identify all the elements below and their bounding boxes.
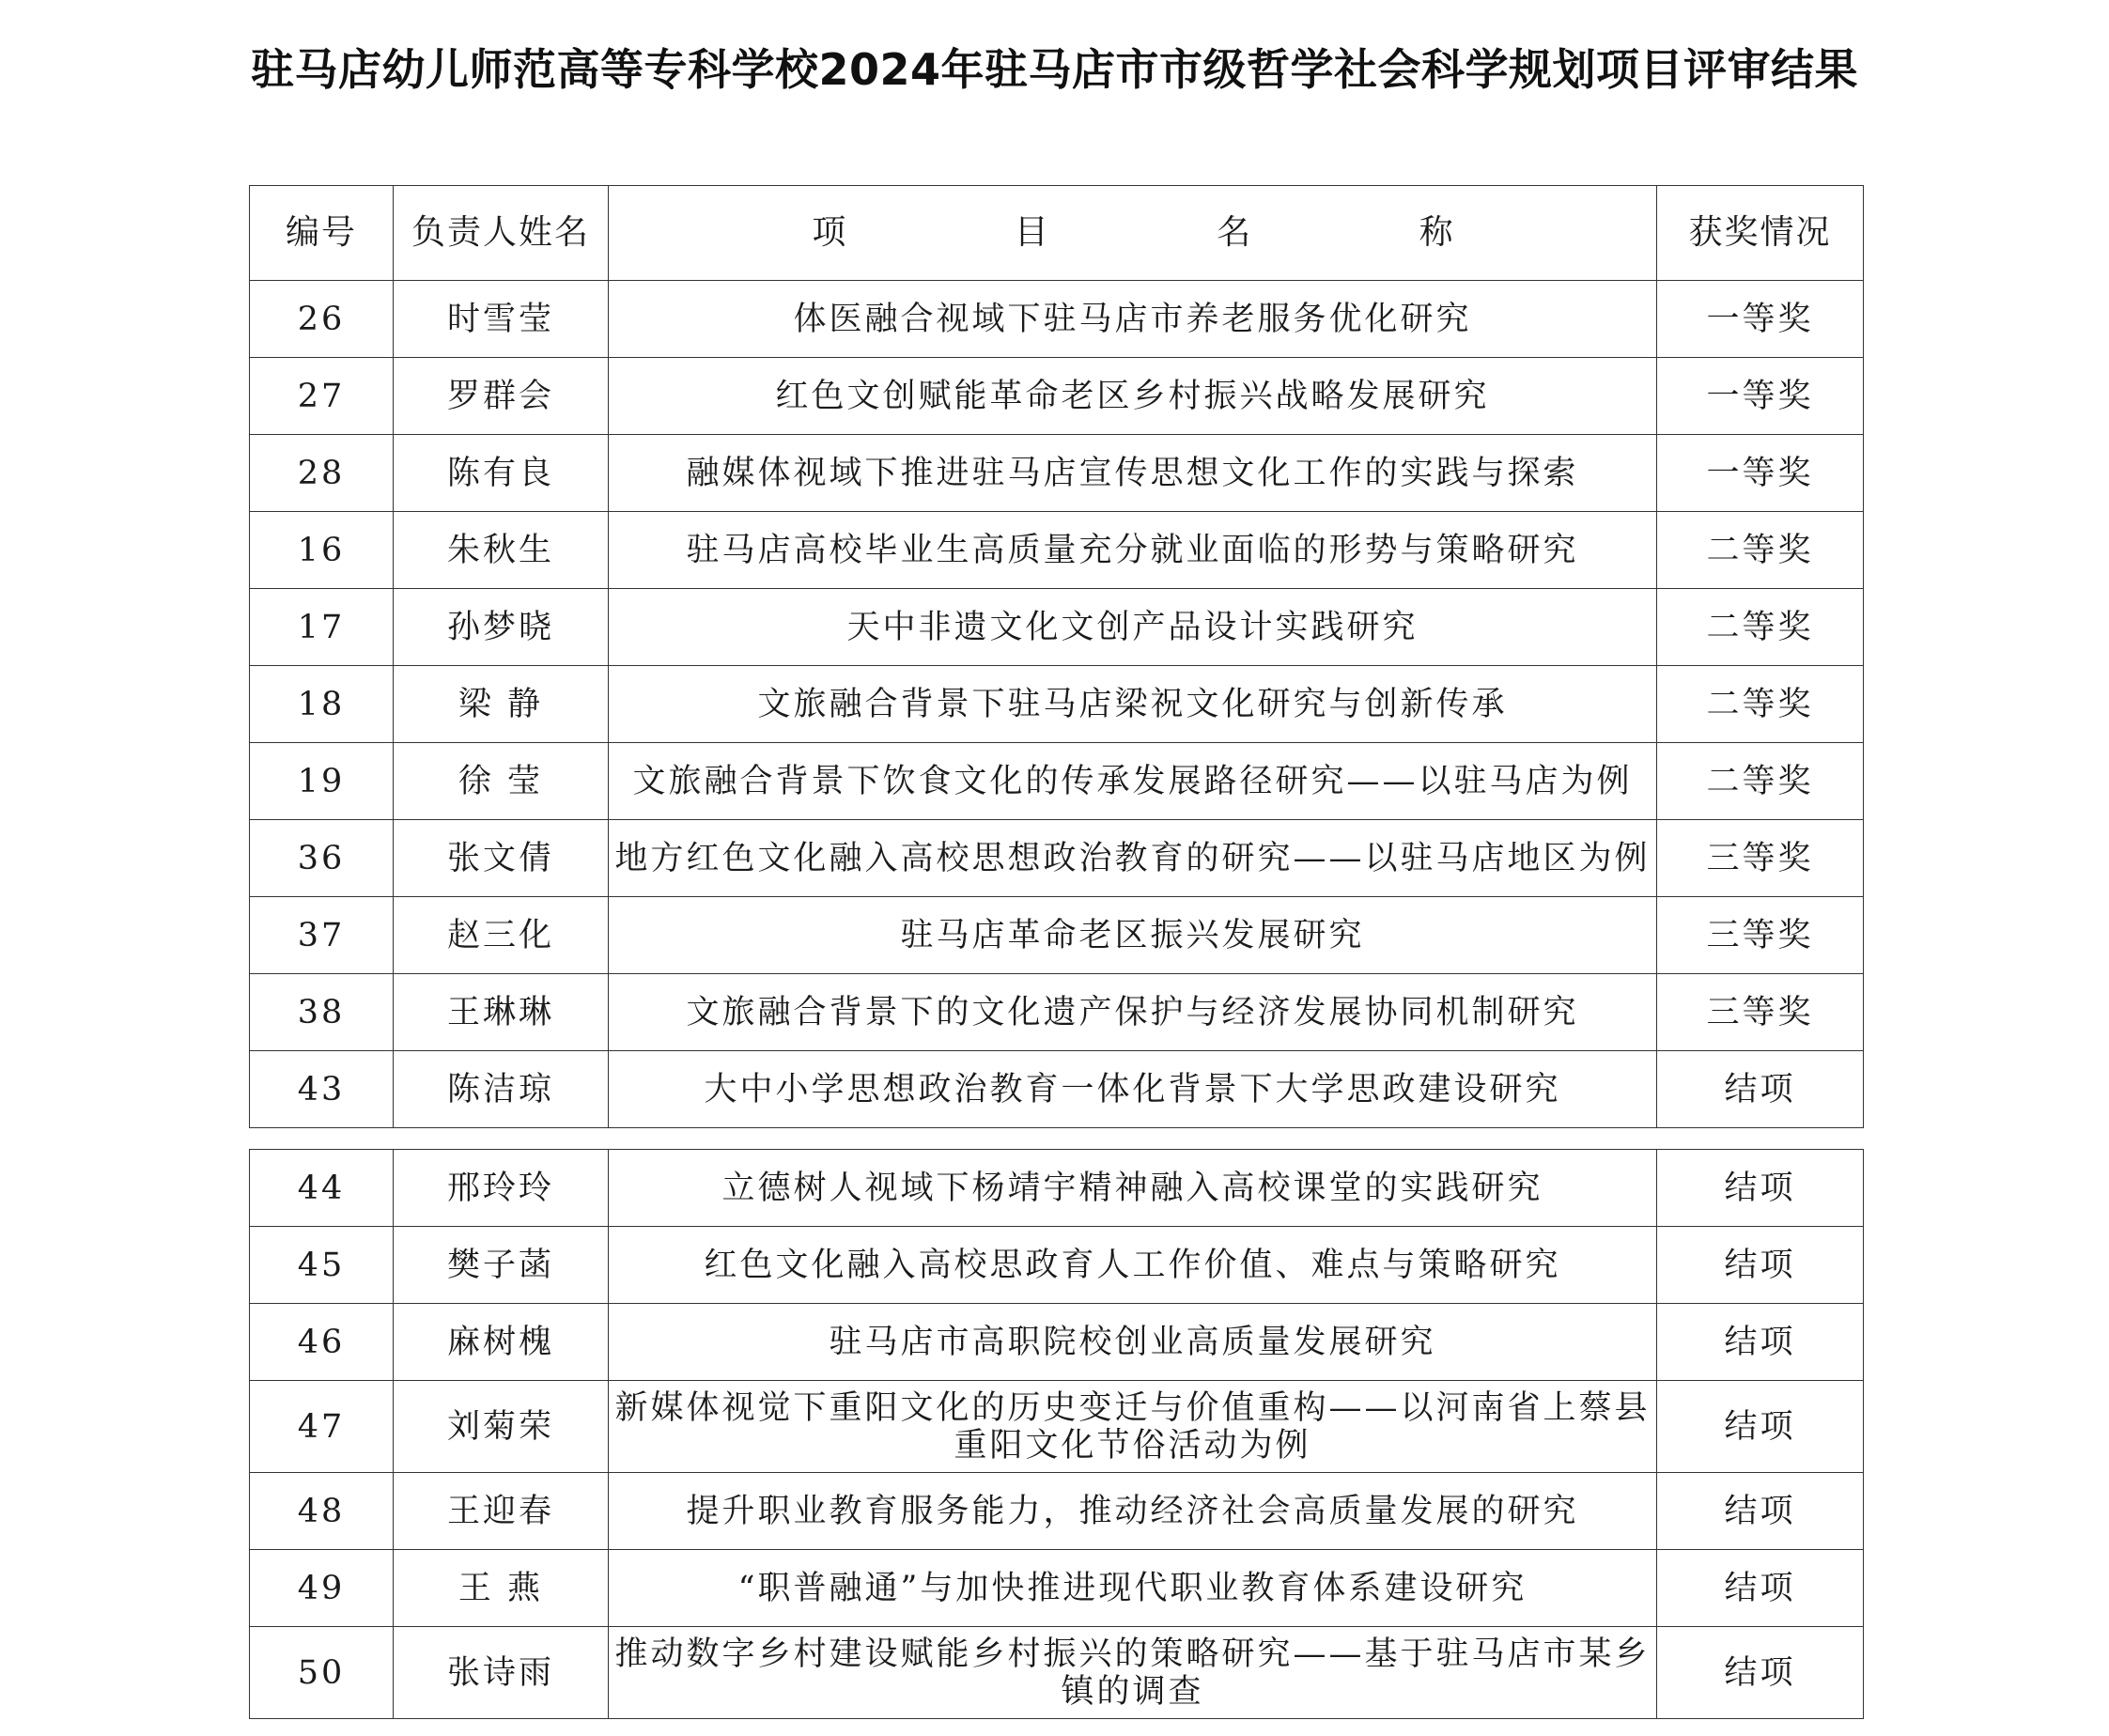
cell-award: 结项 [1657, 1227, 1864, 1304]
cell-project: 推动数字乡村建设赋能乡村振兴的策略研究——基于驻马店市某乡镇的调查 [609, 1627, 1657, 1719]
results-table-part-1 [249, 185, 1864, 1128]
header-project-label: 项 目 名 称 [812, 213, 1532, 252]
cell-name: 邢玲玲 [394, 1150, 609, 1227]
cell-project: 大中小学思想政治教育一体化背景下大学思政建设研究 [609, 1051, 1657, 1128]
cell-project: 文旅融合背景下饮食文化的传承发展路径研究——以驻马店为例 [609, 743, 1657, 820]
cell-name: 罗群会 [394, 358, 609, 435]
table-header-row [250, 186, 1864, 281]
cell-id: 27 [250, 358, 394, 435]
cell-id: 18 [250, 666, 394, 743]
table-row [250, 1227, 1864, 1304]
cell-award: 一等奖 [1657, 281, 1864, 358]
cell-award: 三等奖 [1657, 897, 1864, 974]
cell-award: 二等奖 [1657, 666, 1864, 743]
cell-name: 赵三化 [394, 897, 609, 974]
cell-name: 陈有良 [394, 435, 609, 512]
cell-award: 结项 [1657, 1627, 1864, 1719]
cell-project: 地方红色文化融入高校思想政治教育的研究——以驻马店地区为例 [609, 820, 1657, 897]
cell-id: 48 [250, 1473, 394, 1550]
cell-id: 28 [250, 435, 394, 512]
cell-name: 王 燕 [394, 1550, 609, 1627]
cell-project: 驻马店市高职院校创业高质量发展研究 [609, 1304, 1657, 1381]
table-row [250, 1304, 1864, 1381]
cell-project: 驻马店高校毕业生高质量充分就业面临的形势与策略研究 [609, 512, 1657, 589]
header-name: 负责人姓名 [394, 186, 609, 281]
cell-name: 陈洁琼 [394, 1051, 609, 1128]
table-row [250, 281, 1864, 358]
table-row [250, 666, 1864, 743]
cell-name: 麻树槐 [394, 1304, 609, 1381]
cell-name: 孙梦晓 [394, 589, 609, 666]
cell-id: 37 [250, 897, 394, 974]
table-row [250, 1473, 1864, 1550]
cell-award: 结项 [1657, 1051, 1864, 1128]
table-row [250, 1550, 1864, 1627]
cell-id: 47 [250, 1381, 394, 1473]
cell-name: 刘菊荣 [394, 1381, 609, 1473]
cell-project: 文旅融合背景下驻马店梁祝文化研究与创新传承 [609, 666, 1657, 743]
cell-project: 立德树人视域下杨靖宇精神融入高校课堂的实践研究 [609, 1150, 1657, 1227]
cell-id: 38 [250, 974, 394, 1051]
cell-project: 天中非遗文化文创产品设计实践研究 [609, 589, 1657, 666]
cell-name: 王迎春 [394, 1473, 609, 1550]
table-row [250, 589, 1864, 666]
header-award: 获奖情况 [1657, 186, 1864, 281]
cell-project: 体医融合视域下驻马店市养老服务优化研究 [609, 281, 1657, 358]
cell-id: 46 [250, 1304, 394, 1381]
table-row [250, 743, 1864, 820]
table-row [250, 1381, 1864, 1473]
cell-id: 16 [250, 512, 394, 589]
cell-project: 新媒体视觉下重阳文化的历史变迁与价值重构——以河南省上蔡县重阳文化节俗活动为例 [609, 1381, 1657, 1473]
cell-name: 张文倩 [394, 820, 609, 897]
cell-award: 结项 [1657, 1550, 1864, 1627]
header-project [609, 186, 1657, 281]
table-row [250, 1150, 1864, 1227]
cell-id: 49 [250, 1550, 394, 1627]
table-row [250, 358, 1864, 435]
cell-award: 结项 [1657, 1473, 1864, 1550]
cell-project: “职普融通”与加快推进现代职业教育体系建设研究 [609, 1550, 1657, 1627]
cell-award: 二等奖 [1657, 589, 1864, 666]
cell-project: 融媒体视域下推进驻马店宣传思想文化工作的实践与探索 [609, 435, 1657, 512]
cell-project: 红色文化融入高校思政育人工作价值、难点与策略研究 [609, 1227, 1657, 1304]
cell-project: 文旅融合背景下的文化遗产保护与经济发展协同机制研究 [609, 974, 1657, 1051]
table-row [250, 897, 1864, 974]
table-row [250, 1051, 1864, 1128]
cell-name: 王琳琳 [394, 974, 609, 1051]
cell-id: 36 [250, 820, 394, 897]
cell-name: 张诗雨 [394, 1627, 609, 1719]
cell-id: 44 [250, 1150, 394, 1227]
cell-award: 三等奖 [1657, 820, 1864, 897]
cell-project: 红色文创赋能革命老区乡村振兴战略发展研究 [609, 358, 1657, 435]
cell-id: 43 [250, 1051, 394, 1128]
page-title: 驻马店幼儿师范高等专科学校2024年驻马店市市级哲学社会科学规划项目评审结果 [250, 44, 1859, 95]
cell-award: 三等奖 [1657, 974, 1864, 1051]
cell-award: 二等奖 [1657, 743, 1864, 820]
cell-name: 朱秋生 [394, 512, 609, 589]
cell-project: 驻马店革命老区振兴发展研究 [609, 897, 1657, 974]
cell-name: 徐 莹 [394, 743, 609, 820]
cell-project: 提升职业教育服务能力，推动经济社会高质量发展的研究 [609, 1473, 1657, 1550]
cell-id: 19 [250, 743, 394, 820]
cell-award: 一等奖 [1657, 435, 1864, 512]
cell-id: 50 [250, 1627, 394, 1719]
table-row [250, 820, 1864, 897]
table-body-1 [250, 281, 1864, 1128]
cell-id: 26 [250, 281, 394, 358]
cell-award: 一等奖 [1657, 358, 1864, 435]
table-row [250, 512, 1864, 589]
cell-name: 梁 静 [394, 666, 609, 743]
results-table-part-2 [249, 1149, 1864, 1719]
cell-award: 结项 [1657, 1381, 1864, 1473]
cell-id: 17 [250, 589, 394, 666]
cell-award: 结项 [1657, 1304, 1864, 1381]
table-row [250, 435, 1864, 512]
cell-name: 时雪莹 [394, 281, 609, 358]
table-body-2 [250, 1150, 1864, 1719]
cell-name: 樊子菡 [394, 1227, 609, 1304]
table-row [250, 1627, 1864, 1719]
table-row [250, 974, 1864, 1051]
header-id: 编号 [250, 186, 394, 281]
cell-award: 结项 [1657, 1150, 1864, 1227]
cell-award: 二等奖 [1657, 512, 1864, 589]
cell-id: 45 [250, 1227, 394, 1304]
